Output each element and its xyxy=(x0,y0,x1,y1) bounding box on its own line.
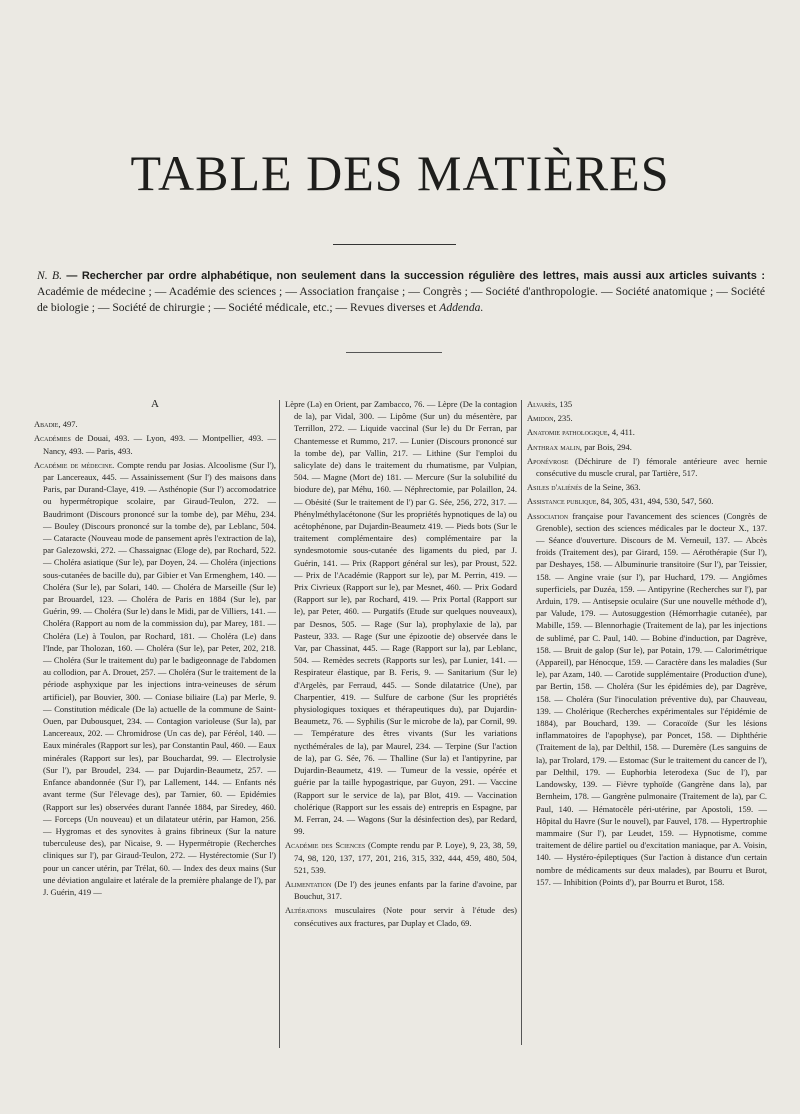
entry-heading: Amidon, xyxy=(527,413,556,424)
entry-heading: Assistance publique, xyxy=(527,496,599,507)
nota-bene xyxy=(37,268,765,316)
entry-text: française pour l'avancement des sciences (Congrès de Grenoble), section des sciences médicales par le docteur X., 137. — Séance d'ouverture. Discours de M. Verneuil, 137. — Abcès froids (Traitement des), par Girard, 159. — Aérothérapie (Sur l'), par Deshayes, 158. — Albuminurie transitoire (Sur l'), par Teissier, 158. — Angine vraie (sur l'), par Huchard, 179. — Angiômes superficiels, par Duzéa, 159. — Antipyrine (Recherches sur l'), par Arduin, 179. — Antisepsie oculaire (Sur une nouvelle méthode d'), par Valude, 179. — Autosuggestion (Hémorrhagie cutanée), par Mabille, 159. — Blennorhagie (Traitement de la), par les injections de sublimé, par C. Paul, 140. — Bobine d'induction, par Dagrève, 158. — Bruit de galop (Sur le), par Potain, 179. — Calorimétrique (Appareil), par Hénocque, 159. — Caractère dans les maladies (Sur le), par Azam, 140. — Carotide supplémentaire (Production d'une), par Bertin, 158. — Choléra (Sur les épidémies de), par Dagrève, 158. — Choléra (Sur l'inoculation préventive du), par Chauveau, 139. — Cholérique (Recherches expérimentales sur l'épidémie de 1884), par Bouchard, 139. — Coracoïde (Sur les lésions inflammatoires de l'apophyse), par Poncet, 158. — Diphthérie (Traitement de la), par Delthil, 158. — Duremère (Les sanguins de la), par Trolard, 179. — Estomac (Sur le traitement du cancer de l'), par Delthil, 179. — Euphorbia leterodexa (Suc de l'), par Landowsky, 139. — Fièvre typhoïde (Gangrène dans la), par Bernheim, 178. — Gangrène pulmonaire (Traitement de la), par C. Paul, 140. — Hématocèle péri-utérine, par Apostoli, 159. — Hôpital du Havre (Sur le nouvel), par Fauvel, 178. — Hypertrophie mammaire (Sur l'), par Leudet, 159. — Hypnotisme, comme traitement de délire partiel ou d'excitation maniaque, par A. Voisin, 140. — Hystéro-épileptiques (Sur l'action à distance d'un certain nombre de médicaments sur deux malades), par Bourru et Burot, 157. — Inhibition (Points d'), par Bourru et Burot, 158. xyxy=(536,510,767,887)
column-3-entries xyxy=(527,398,767,888)
entry-text: (De l') des jeunes enfants par la farine d'avoine, par Bouchut, 317. xyxy=(294,878,517,902)
entry-text: 84, 305, 431, 494, 530, 547, 560. xyxy=(598,496,714,507)
entry-text: 135 xyxy=(557,399,573,409)
column-1-entries xyxy=(34,418,276,898)
index-entry xyxy=(527,412,767,424)
entry-text: (Déchirure de l') fémorale antérieure avec hernie consécutive du muscle crural, par Tartière, 517. xyxy=(536,455,767,479)
entry-text: par Bois, 294. xyxy=(582,441,632,452)
index-entry xyxy=(527,455,767,479)
entry-heading: Académies xyxy=(34,433,71,444)
page-title: TABLE DES MATIÈRES xyxy=(130,145,670,201)
nota-bene-label: N. B. xyxy=(37,269,62,282)
entry-text: 4, 411. xyxy=(609,427,635,438)
index-entry xyxy=(34,418,276,430)
section-letter: A xyxy=(151,398,159,410)
column-2-entries xyxy=(285,398,517,929)
entry-text: (Compte rendu par P. Loye), 9, 23, 38, 59, 74, 98, 120, 137, 177, 201, 216, 315, 332, 444, 459, 480, 504, 521, 539. xyxy=(294,840,517,875)
entry-text: 235. xyxy=(555,413,573,424)
entry-heading: Alvarès, xyxy=(527,399,558,409)
index-column-3 xyxy=(527,398,767,890)
index-entry xyxy=(34,459,276,898)
index-column-2 xyxy=(285,398,517,931)
entry-heading: Anthrax malin, xyxy=(527,441,583,452)
index-entry xyxy=(527,510,767,888)
entry-heading: Anatomie pathologique, xyxy=(527,427,610,438)
note-divider xyxy=(346,352,442,353)
index-entry xyxy=(34,432,276,456)
title-separator xyxy=(333,244,456,245)
index-entry xyxy=(285,878,517,902)
nota-bene-text: Académie de médecine ; — Académie des sciences ; — Association française ; — Congrès ; — Société d'anthropologie. — Société anatomique ; — Société de biologie ; — Société de chirurgie ; — Société médicale, etc.; — Revues diverses et xyxy=(37,285,765,314)
column-divider-left xyxy=(279,400,280,1048)
index-entry xyxy=(527,426,767,438)
nota-bene-bold: — Rechercher par ordre alphabétique, non seulement dans la succession régulière des lettres, mais aussi aux articles suivants : xyxy=(66,270,765,282)
index-entry xyxy=(285,839,517,876)
entry-text: Lèpre (La) en Orient, par Zambacco, 76. — Lèpre (De la contagion de la), par Vidal, 300. — Lipôme (Sur un) du mésentère, par Terrillon, 272. — Liquide vaccinal (Sur le) du Dr Ferran, par Chantemesse et Rummo, 217. — Lunier (Discours prononcé sur la tombe de), par Vallin, 217. — Lithine (Sur l'emploi du salicylate de) dans le traitement du rhumatisme, par Vulpian, 504. — Magne (Mort de) 181. — Mercure (Sur la solubilité du biodure de), par Méhu, 160. — Néphrectomie, par Polaillon, 24. — Obésité (Sur le traitement de l') par G. Sée, 256, 272, 317. — Phénylméthylacétonone (Sur les propriétés hypnotiques de la) ou acétophénone, par Dujardin-Beaumetz 419. — Pieds bots (Sur le traitement complémentaire des) complémentaire par la syndesmotomie sous-cutanée des ligaments du pied, par J. Guérin, 141. — Prix (Rapport général sur les), par Proust, 522. — Prix de l'Académie (Rapport sur le), par M. Perrin, 419. — Prix Civrieux (Rapport sur le), par Mesnet, 460. — Prix Godard (Rapport sur le), par Rochard, 419. — Prix Portal (Rapport sur le), par Peter, 460. — Purgatifs (Etude sur quelques nouveaux), par Desnos, 505. — Rage (Sur la), prophylaxie de la), par Pasteur, 333. — Rage (Sur une épizootie de) observée dans le Var, par Chassinat, 445. — Rage (Rapport sur la), par Leblanc, 504. — Remèdes secrets (Rapports sur les), par Lunier, 141. — Respirateur élastique, par B. Feris, 9. — Sanitarium (Sur le) d'Argelès, par Ferraud, 445. — Sonde dilatatrice (Une), par Charpentier, 419. — Sulfure de carbone (Sur les propriétés physiologiques toxiques et thérapeutiques du), par Dujardin-Beaumetz, 76. — Syphilis (Sur le microbe de la), par Cornil, 99. — Température des êtres vivants (Sur les variations nycthémérales de la), par Maurel, 234. — Terpine (Sur l'action de la), par G. Sée, 76. — Thalline (Sur la) et l'antipyrine, par Dujardin-Beaumetz, 419. — Tumeur de la vessie, opérée et guérie par la taille hypogastrique, par Guyon, 291. — Vaccine (Rapport sur le service de la), par Blot, 419. — Vaccination cholérique (Rapport sur les essais de) entrepris en Espagne, par M. Ferran, 24. — Wagons (Sur la désinfection des), par Redard, 99. xyxy=(285,399,517,837)
entry-text: de la Seine, 363. xyxy=(582,482,641,493)
index-entry xyxy=(527,441,767,453)
column-divider-right xyxy=(521,400,522,1045)
index-entry xyxy=(285,904,517,928)
entry-text: de Douai, 493. — Lyon, 493. — Montpellier, 493. — Nancy, 493. — Paris, 493. xyxy=(43,433,276,456)
index-column-1 xyxy=(34,398,276,900)
entry-heading: Association xyxy=(527,510,569,521)
entry-text: Compte rendu par Josias. Alcoolisme (Sur l'), par Lancereaux, 445. — Assainissement (Sur l') des maisons dans Paris, par Durand-Claye, 419. — Asthénopie (Sur l') accomodatrice ou hypermétropique scolaire, par Giraud-Teulon, 272. — Baudrimont (Discours prononcé sur la tombe de), par Méhu, 234. — Bouley (Discours prononcé sur la tombe de), par Leblanc, 504. — Cataracte (Nouveau mode de pansement après l'extraction de la), par Galezowski, 272. — Chassaignac (Eloge de), par Rochard, 522. — Choléra asiatique (Sur le), par Doyen, 24. — Choléra (injections sous-cutanées de bacille du), par Gibier et Van Ermenghem, 140. — Choléra (Sur le), par Solari, 140. — Choléra de Marseille (Sur le) par Brouardel, 123. — Choléra de Paris en 1884 (Sur le), par Guérin, 99. — Choléra (Sur le) dans le Midi, par de Villiers, 141. — Choléra (Rapport au nom de la commission du), par Marey, 181. — Choléra (Le) à Toulon, par Rochard, 181. — Choléra (Le) dans l'Inde, par Tholozan, 160. — Choléra (Sur le), par Peter, 202, 218. — Choléra (Sur le traitement du) par le badigeonnage de l'abdomen au collodion, par A. Drouet, 257. — Choléra (Sur le traitement de la période asphyxique par les injections intra-veineuses de sérum artificiel), par Bouvier, 300. — Coniase biliaire (La) par Merle, 9. — Constitution médicale (De la) actuelle de la commune de Saint-Ouen, par Dubousquet, 234. — Contagion varioleuse (Sur la), par Lancereaux, 202. — Chromidrose (Un cas de), par Féréol, 140. — Eaux minérales (Rapport sur les), par Constantin Paul, 460. — Eaux minérales (Rapport sur les), par Bouchardat, 99. — Electrolysie (Sur l'), par Broudel, 234. — par Dujardin-Beaumetz, 257. — Enfance abandonnée (Sur l'), par Lallement, 144. — Enfants nés avant terme (Sur l'élevage des), par Tarnier, 60. — Epidémies (Rapport sur les) observées durant l'année 1884, par Siredey, 460. — Forceps (Un nouveau) et un dilatateur utérin, par Hamon, 256. — Hygromas et des synovites à grains fibrineux (Sur la nature tuberculeuse des), par Nicaise, 9. — Hypermétropie (Recherches cliniques sur l'), par Giraud-Teulon, 272. — Hystérectomie (Sur l') pour un cancer utérin, par Trélat, 60. — Index des deux mains (Sur une déviation angulaire et latérale de la première phalange de l'), par J. Guérin, 419 — xyxy=(43,459,277,897)
entry-heading: Académie des Sciences xyxy=(285,840,366,851)
entry-heading: Académie de médecine. xyxy=(34,459,115,470)
nota-bene-addenda: Addenda. xyxy=(439,301,484,314)
entry-heading: Alimentation xyxy=(285,878,332,889)
entry-heading: Abadie, xyxy=(34,419,61,430)
entry-text: 497. xyxy=(60,419,78,430)
index-entry xyxy=(285,398,517,837)
index-entry xyxy=(527,495,767,507)
entry-heading: Asiles d'aliénés xyxy=(527,482,583,493)
entry-heading: Aponévrose xyxy=(527,455,569,466)
index-entry xyxy=(527,398,767,410)
entry-heading: Altérations xyxy=(285,905,327,916)
index-entry xyxy=(527,481,767,493)
entry-text: musculaires (Note pour servir à l'étude des) consécutives aux fractures, par Duplay et Clado, 69. xyxy=(294,905,517,928)
